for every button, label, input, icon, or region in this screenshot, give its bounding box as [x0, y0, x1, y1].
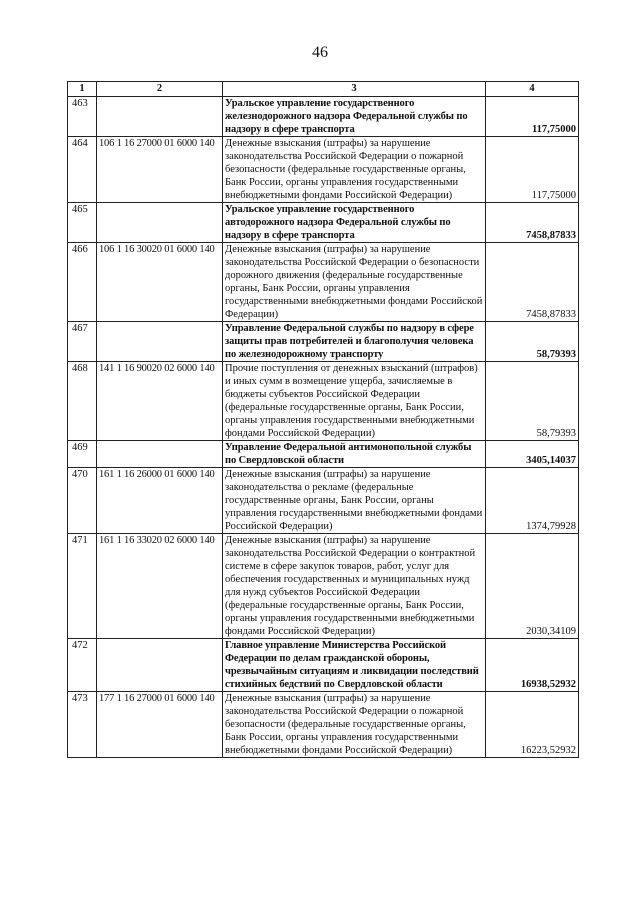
budget-code: 106 1 16 27000 01 6000 140	[97, 137, 223, 203]
row-amount: 1374,79928	[486, 468, 579, 534]
row-amount: 16223,52932	[486, 692, 579, 758]
table-row	[68, 639, 579, 692]
row-amount: 7458,87833	[486, 243, 579, 322]
row-number: 469	[68, 441, 97, 468]
row-description: Управление Федеральной антимонопольной службы по Свердловской области	[223, 441, 486, 468]
budget-code	[97, 97, 223, 137]
row-number: 471	[68, 534, 97, 639]
table-row	[68, 441, 579, 468]
row-description: Уральское управление государственного железнодорожного надзора Федеральной службы по надзору в сфере транспорта	[223, 97, 486, 137]
budget-code: 141 1 16 90020 02 6000 140	[97, 362, 223, 441]
table-row	[68, 692, 579, 758]
budget-code	[97, 203, 223, 243]
column-header-2: 2	[97, 82, 223, 97]
row-description: Управление Федеральной службы по надзору в сфере защиты прав потребителей и благополучия человека по железнодорожному транспорту	[223, 322, 486, 362]
row-amount: 117,75000	[486, 97, 579, 137]
row-description: Главное управление Министерства Российской Федерации по делам гражданской обороны, чрезвычайным ситуациям и ликвидации последствий стихийных бедствий по Свердловской области	[223, 639, 486, 692]
row-description: Денежные взыскания (штрафы) за нарушение законодательства Российской Федерации о безопасности дорожного движения (федеральные государственные органы, Банк России, органы управления государственными внебюджетными фондами Российской Федерации)	[223, 243, 486, 322]
row-number: 465	[68, 203, 97, 243]
row-amount: 7458,87833	[486, 203, 579, 243]
budget-code: 161 1 16 26000 01 6000 140	[97, 468, 223, 534]
row-number: 468	[68, 362, 97, 441]
budget-table	[67, 81, 579, 758]
column-header-3: 3	[223, 82, 486, 97]
row-number: 464	[68, 137, 97, 203]
row-amount: 117,75000	[486, 137, 579, 203]
row-number: 470	[68, 468, 97, 534]
row-amount: 58,79393	[486, 362, 579, 441]
budget-code	[97, 441, 223, 468]
row-amount: 16938,52932	[486, 639, 579, 692]
header-row	[68, 82, 579, 97]
row-number: 467	[68, 322, 97, 362]
row-description: Прочие поступления от денежных взысканий (штрафов) и иных сумм в возмещение ущерба, зачисляемые в бюджеты субъектов Российской Федерации (федеральные государственные органы, Банк России, органы управления государственными внебюджетными фондами Российской Федерации)	[223, 362, 486, 441]
table-row	[68, 362, 579, 441]
row-number: 463	[68, 97, 97, 137]
table-row	[68, 534, 579, 639]
budget-code: 177 1 16 27000 01 6000 140	[97, 692, 223, 758]
table-row	[68, 137, 579, 203]
row-amount: 2030,34109	[486, 534, 579, 639]
page-number: 46	[312, 44, 328, 61]
row-description: Денежные взыскания (штрафы) за нарушение законодательства Российской Федерации о контрактной системе в сфере закупок товаров, работ, услуг для обеспечения государственных и муниципальных нужд для нужд субъектов Российской Федерации (федеральные государственные органы, Банк России, органы управления государственными внебюджетными фондами Российской Федерации)	[223, 534, 486, 639]
row-number: 466	[68, 243, 97, 322]
table-row	[68, 203, 579, 243]
row-description: Денежные взыскания (штрафы) за нарушение законодательства Российской Федерации о пожарной безопасности (федеральные государственные органы, Банк России, органы управления государственными внебюджетными фондами Российской Федерации)	[223, 692, 486, 758]
row-description: Денежные взыскания (штрафы) за нарушение законодательства о рекламе (федеральные государственные органы, Банк России, органы управления государственными внебюджетными фондами Российской Федерации)	[223, 468, 486, 534]
row-number: 473	[68, 692, 97, 758]
table-body	[68, 97, 579, 758]
row-amount: 3405,14037	[486, 441, 579, 468]
budget-code: 161 1 16 33020 02 6000 140	[97, 534, 223, 639]
table-row	[68, 97, 579, 137]
row-amount: 58,79393	[486, 322, 579, 362]
column-header-1: 1	[68, 82, 97, 97]
budget-code: 106 1 16 30020 01 6000 140	[97, 243, 223, 322]
table-row	[68, 322, 579, 362]
budget-code	[97, 322, 223, 362]
column-header-4: 4	[486, 82, 579, 97]
row-description: Денежные взыскания (штрафы) за нарушение законодательства Российской Федерации о пожарной безопасности (федеральные государственные органы, Банк России, органы управления государственными внебюджетными фондами Российской Федерации)	[223, 137, 486, 203]
table-row	[68, 468, 579, 534]
row-number: 472	[68, 639, 97, 692]
budget-code	[97, 639, 223, 692]
row-description: Уральское управление государственного автодорожного надзора Федеральной службы по надзору в сфере транспорта	[223, 203, 486, 243]
table-row	[68, 243, 579, 322]
